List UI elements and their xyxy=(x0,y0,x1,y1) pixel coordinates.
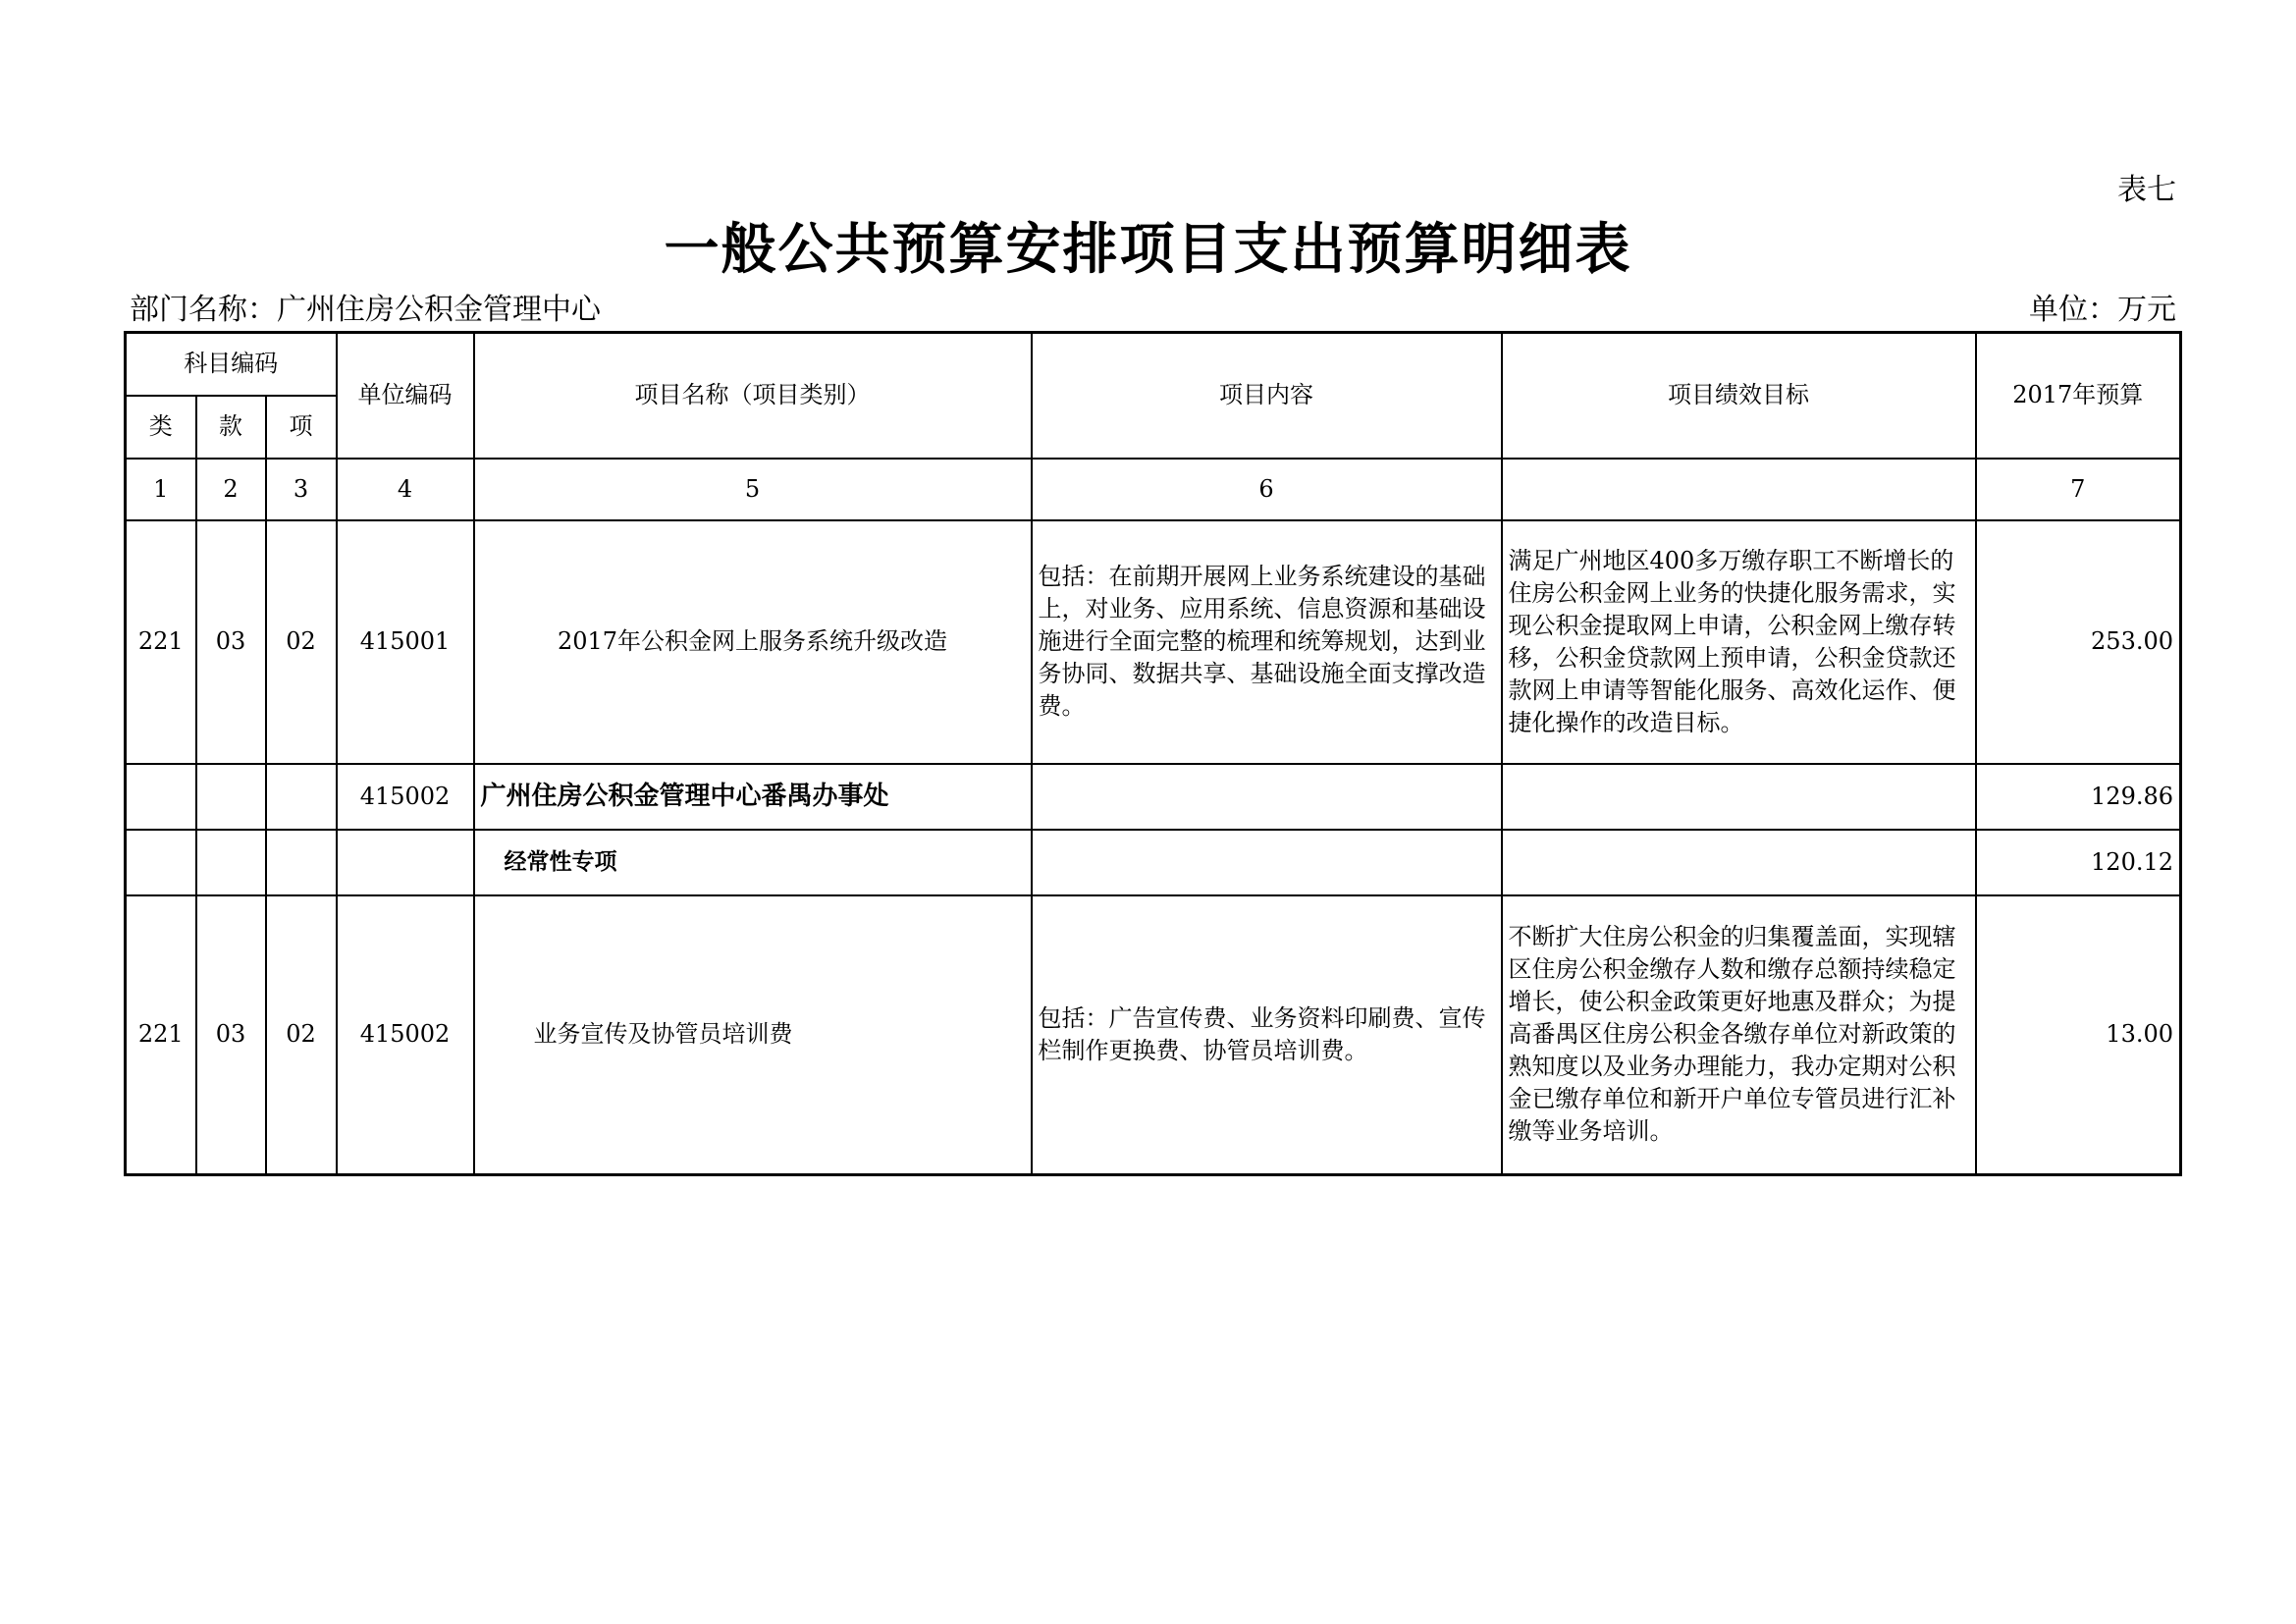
column-number: 3 xyxy=(266,459,337,520)
column-number: 4 xyxy=(337,459,474,520)
cell-xiang xyxy=(266,830,337,895)
cell-amount: 120.12 xyxy=(1976,830,2181,895)
table-row xyxy=(126,520,2181,764)
budget-table xyxy=(124,331,2182,1176)
cell-kuan: 03 xyxy=(196,520,266,764)
cell-lei: 221 xyxy=(126,520,196,764)
cell-amount: 253.00 xyxy=(1976,520,2181,764)
cell-unit-code: 415002 xyxy=(337,764,474,830)
cell-project-content: 包括：广告宣传费、业务资料印刷费、宣传栏制作更换费、协管员培训费。 xyxy=(1032,895,1502,1175)
cell-project-content: 包括：在前期开展网上业务系统建设的基础上，对业务、应用系统、信息资源和基础设施进行全面完整的梳理和统筹规划，达到业务协同、数据共享、基础设施全面支撑改造费。 xyxy=(1032,520,1502,764)
table-label: 表七 xyxy=(2117,173,2176,207)
column-number: 2 xyxy=(196,459,266,520)
header-row-1 xyxy=(126,333,2181,396)
cell-performance-goal: 满足广州地区400多万缴存职工不断增长的住房公积金网上业务的快捷化服务需求，实现公积金提取网上申请，公积金网上缴存转移，公积金贷款网上预申请，公积金贷款还款网上申请等智能化服务、高效化运作、便捷化操作的改造目标。 xyxy=(1502,520,1976,764)
column-number: 1 xyxy=(126,459,196,520)
cell-performance-goal xyxy=(1502,764,1976,830)
column-number: 5 xyxy=(474,459,1032,520)
cell-project-name: 业务宣传及协管员培训费 xyxy=(474,895,1032,1175)
column-number: 7 xyxy=(1976,459,2181,520)
cell-unit-code xyxy=(337,830,474,895)
cell-amount: 13.00 xyxy=(1976,895,2181,1175)
cell-lei xyxy=(126,764,196,830)
cell-amount: 129.86 xyxy=(1976,764,2181,830)
cell-xiang: 02 xyxy=(266,895,337,1175)
cell-project-content xyxy=(1032,764,1502,830)
cell-kuan xyxy=(196,830,266,895)
cell-performance-goal xyxy=(1502,830,1976,895)
table-row xyxy=(126,764,2181,830)
cell-project-name: 经常性专项 xyxy=(474,830,1032,895)
cell-project-name: 广州住房公积金管理中心番禺办事处 xyxy=(474,764,1032,830)
header-lei: 类 xyxy=(126,396,196,459)
cell-xiang: 02 xyxy=(266,520,337,764)
page-title: 一般公共预算安排项目支出预算明细表 xyxy=(664,218,1632,282)
column-number xyxy=(1502,459,1976,520)
column-number: 6 xyxy=(1032,459,1502,520)
cell-project-name: 2017年公积金网上服务系统升级改造 xyxy=(474,520,1032,764)
department-name: 部门名称：广州住房公积金管理中心 xyxy=(130,293,601,327)
table-row xyxy=(126,830,2181,895)
cell-xiang xyxy=(266,764,337,830)
header-unit-code: 单位编码 xyxy=(337,333,474,459)
header-performance-goal: 项目绩效目标 xyxy=(1502,333,1976,459)
header-subject-code: 科目编码 xyxy=(126,333,337,396)
table-row xyxy=(126,895,2181,1175)
cell-performance-goal: 不断扩大住房公积金的归集覆盖面，实现辖区住房公积金缴存人数和缴存总额持续稳定增长，使公积金政策更好地惠及群众；为提高番禺区住房公积金各缴存单位对新政策的熟知度以及业务办理能力，我办定期对公积金已缴存单位和新开户单位专管员进行汇补缴等业务培训。 xyxy=(1502,895,1976,1175)
cell-lei: 221 xyxy=(126,895,196,1175)
cell-kuan xyxy=(196,764,266,830)
header-project-name: 项目名称（项目类别） xyxy=(474,333,1032,459)
cell-kuan: 03 xyxy=(196,895,266,1175)
column-number-row xyxy=(126,459,2181,520)
header-kuan: 款 xyxy=(196,396,266,459)
header-project-content: 项目内容 xyxy=(1032,333,1502,459)
cell-unit-code: 415002 xyxy=(337,895,474,1175)
cell-lei xyxy=(126,830,196,895)
header-budget-2017: 2017年预算 xyxy=(1976,333,2181,459)
cell-project-content xyxy=(1032,830,1502,895)
unit-label: 单位：万元 xyxy=(2029,293,2176,327)
cell-unit-code: 415001 xyxy=(337,520,474,764)
header-xiang: 项 xyxy=(266,396,337,459)
